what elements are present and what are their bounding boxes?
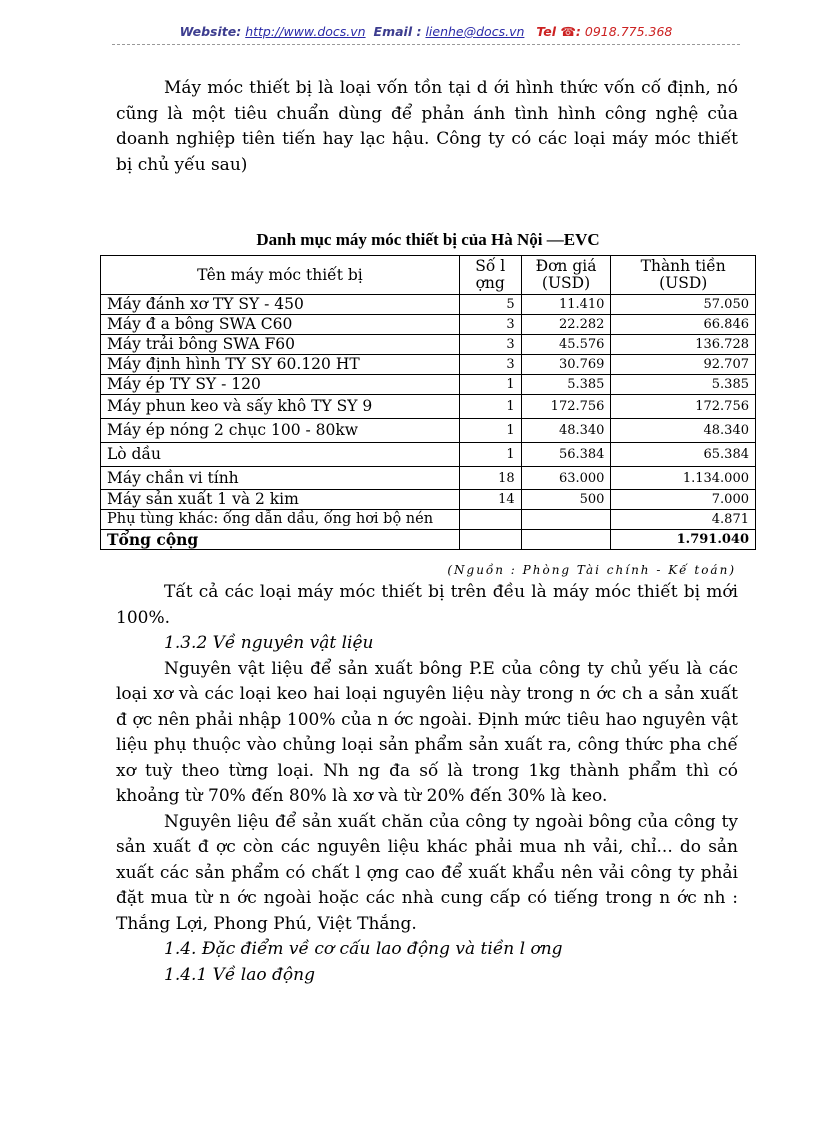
cell-qty: 14 — [459, 490, 521, 510]
col-header-unit-price: Đơn giá (USD) — [521, 256, 611, 295]
intro-paragraph: Máy móc thiết bị là loại vốn tồn tại d ới hình thức vốn cố định, nó cũng là một tiêu chuẩn dùng để phản ánh tình hình công nghệ của doanh nghiệp tiên tiến hay lạc hậu. Công ty có các loại máy móc thiết bị chủ yếu sau) — [116, 78, 738, 175]
cell-unit-price: 172.756 — [521, 395, 611, 419]
table-row — [101, 295, 756, 315]
total-label: Tổng cộng — [101, 530, 460, 550]
section-1-3-2-heading: 1.3.2 Về nguyên vật liệu — [164, 633, 374, 653]
table-row — [101, 490, 756, 510]
cell-name: Máy phun keo và sấy khô TY SY 9 — [101, 395, 460, 419]
table-row — [101, 467, 756, 490]
col-header-qty: Số l ợng — [459, 256, 521, 295]
col-header-amount: Thành tiền (USD) — [611, 256, 756, 295]
table-row — [101, 510, 756, 530]
intro-block — [116, 76, 738, 178]
cell-qty: 1 — [459, 443, 521, 467]
total-empty-qty — [459, 530, 521, 550]
cell-amount: 92.707 — [611, 355, 756, 375]
body-block — [116, 580, 738, 988]
cell-amount: 48.340 — [611, 419, 756, 443]
table-row — [101, 335, 756, 355]
email-link[interactable]: lienhe@docs.vn — [425, 24, 525, 39]
header-divider — [112, 44, 740, 45]
website-link[interactable]: http://www.docs.vn — [245, 24, 366, 39]
equipment-table — [100, 255, 756, 550]
page-header — [112, 24, 740, 39]
cell-unit-price: 56.384 — [521, 443, 611, 467]
cell-name: Máy chần vi tính — [101, 467, 460, 490]
table-source: (Nguồn : Phòng Tài chính - Kế toán) — [447, 563, 736, 577]
table-row — [101, 355, 756, 375]
cell-qty: 1 — [459, 395, 521, 419]
table-row — [101, 375, 756, 395]
material-paragraph-2: Nguyên liệu để sản xuất chăn của công ty ngoài bông của công ty sản xuất đ ợc còn các nguyên liệu khác phải mua nh vải, chỉ... do sản xuất các sản phẩm có chất l ợng cao để xuất khẩu nên vải công ty phải đặt mua từ n ớc ngoài hoặc các nhà cung cấp có tiếng trong n ớc nh : Thắng Lợi, Phong Phú, Việt Thắng. — [116, 811, 738, 934]
cell-amount: 57.050 — [611, 295, 756, 315]
cell-amount: 1.134.000 — [611, 467, 756, 490]
cell-unit-price: 22.282 — [521, 315, 611, 335]
cell-name: Máy đánh xơ TY SY - 450 — [101, 295, 460, 315]
cell-qty: 1 — [459, 419, 521, 443]
cell-unit-price: 48.340 — [521, 419, 611, 443]
cell-qty: 5 — [459, 295, 521, 315]
cell-unit-price: 45.576 — [521, 335, 611, 355]
table-row — [101, 443, 756, 467]
cell-unit-price: 500 — [521, 490, 611, 510]
cell-amount: 172.756 — [611, 395, 756, 419]
table-row — [101, 315, 756, 335]
cell-name: Lò dầu — [101, 443, 460, 467]
material-paragraph-1: Nguyên vật liệu để sản xuất bông P.E của công ty chủ yếu là các loại xơ và các loại keo hai loại nguyên liệu này trong n ớc ch a sản xuất đ ợc nên phải nhập 100% của n ớc ngoài. Định mức tiêu hao nguyên vật liệu phụ thuộc vào chủng loại sản phẩm sản xuất ra, công thức pha chế xơ tuỳ theo từng loại. Nh ng đa số là trong 1kg thành phẩm thì có khoảng từ 70% đến 80% là xơ và từ 20% đến 30% là keo. — [116, 658, 738, 806]
total-empty-price — [521, 530, 611, 550]
cell-amount: 4.871 — [611, 510, 756, 530]
email-label: Email : — [373, 24, 422, 39]
website-label: Website: — [179, 24, 242, 39]
cell-amount: 65.384 — [611, 443, 756, 467]
cell-qty: 3 — [459, 355, 521, 375]
cell-name: Máy đ a bông SWA C60 — [101, 315, 460, 335]
tel-label: Tel ☎: — [536, 24, 581, 39]
cell-unit-price: 11.410 — [521, 295, 611, 315]
cell-unit-price: 30.769 — [521, 355, 611, 375]
cell-amount: 66.846 — [611, 315, 756, 335]
cell-name: Máy ép nóng 2 chục 100 - 80kw — [101, 419, 460, 443]
table-row — [101, 419, 756, 443]
cell-unit-price — [521, 510, 611, 530]
cell-qty: 18 — [459, 467, 521, 490]
cell-amount: 136.728 — [611, 335, 756, 355]
cell-qty: 1 — [459, 375, 521, 395]
table-title: Danh mục máy móc thiết bị của Hà Nội —EVC — [256, 230, 600, 249]
table-header-row — [101, 256, 756, 295]
cell-name: Máy trải bông SWA F60 — [101, 335, 460, 355]
cell-unit-price: 63.000 — [521, 467, 611, 490]
section-1-4-1-heading: 1.4.1 Về lao động — [164, 964, 315, 985]
cell-unit-price: 5.385 — [521, 375, 611, 395]
cell-amount: 5.385 — [611, 375, 756, 395]
cell-name: Máy định hình TY SY 60.120 HT — [101, 355, 460, 375]
tel-number: 0918.775.368 — [584, 24, 673, 39]
cell-name: Phụ tùng khác: ống dẫn dầu, ống hơi bộ nén — [101, 510, 460, 530]
col-header-name: Tên máy móc thiết bị — [101, 256, 460, 295]
section-1-4-heading: 1.4. Đặc điểm về cơ cấu lao động và tiền l ơng — [164, 939, 563, 959]
cell-name: Máy ép TY SY - 120 — [101, 375, 460, 395]
after-table-paragraph: Tất cả các loại máy móc thiết bị trên đều là máy móc thiết bị mới 100%. — [116, 582, 738, 628]
cell-qty: 3 — [459, 335, 521, 355]
table-total-row — [101, 530, 756, 550]
table-row — [101, 395, 756, 419]
cell-amount: 7.000 — [611, 490, 756, 510]
cell-name: Máy sản xuất 1 và 2 kim — [101, 490, 460, 510]
cell-qty: 3 — [459, 315, 521, 335]
cell-qty — [459, 510, 521, 530]
total-value: 1.791.040 — [611, 530, 756, 550]
